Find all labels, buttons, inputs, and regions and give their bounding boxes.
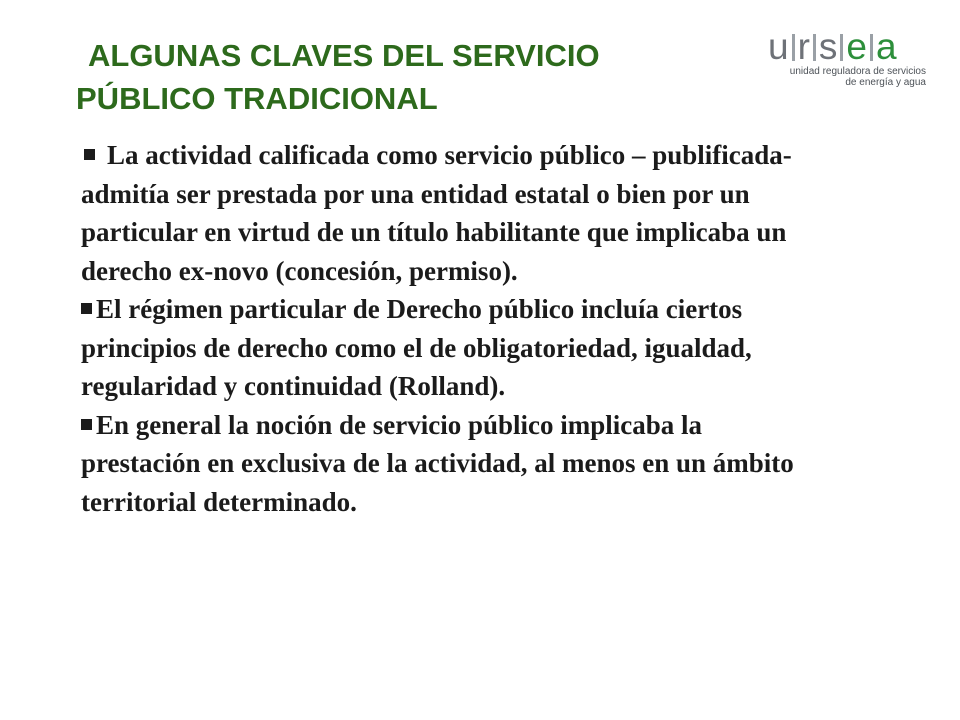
bullet-paragraph xyxy=(81,290,821,406)
logo-letter-r: r xyxy=(797,26,810,67)
logo-subtitle-line-2: de energía y agua xyxy=(845,77,926,88)
logo-letter-a: a xyxy=(875,26,897,67)
logo-divider xyxy=(792,34,795,61)
bullet-text: El régimen particular de Derecho público incluía ciertos principios de derecho como el de obligatoriedad, igualdad, regularidad y continuidad (Rolland). xyxy=(81,294,752,401)
logo-divider xyxy=(840,34,843,61)
logo-subtitle-line-1: unidad reguladora de servicios xyxy=(789,66,926,77)
bullet-paragraph xyxy=(81,136,821,290)
slide-title-line-2: PÚBLICO TRADICIONAL xyxy=(76,81,438,116)
slide-body xyxy=(81,136,821,521)
bullet-text: La actividad calificada como servicio público – publificada- admitía ser prestada por una entidad estatal o bien por un particular en virtud de un título habilitante que implicaba un derecho ex-novo (concesión, permiso). xyxy=(81,140,792,286)
bullet-text: En general la noción de servicio público implicaba la prestación en exclusiva de la actividad, al menos en un ámbito territorial determinado. xyxy=(81,409,794,517)
logo-subtitle xyxy=(768,66,932,88)
logo-letter-s: s xyxy=(818,26,838,67)
logo-wordmark xyxy=(768,26,932,67)
square-bullet-icon xyxy=(81,419,92,430)
logo-letter-u: u xyxy=(768,26,789,67)
square-bullet-icon xyxy=(84,149,95,160)
logo-divider xyxy=(870,34,873,61)
logo-divider xyxy=(813,34,816,61)
slide-title xyxy=(76,34,756,120)
slide-title-line-1: ALGUNAS CLAVES DEL SERVICIO xyxy=(88,38,600,73)
ursea-logo xyxy=(768,26,932,92)
logo-letter-e: e xyxy=(846,26,867,67)
bullet-paragraph xyxy=(81,406,821,522)
square-bullet-icon xyxy=(81,303,92,314)
